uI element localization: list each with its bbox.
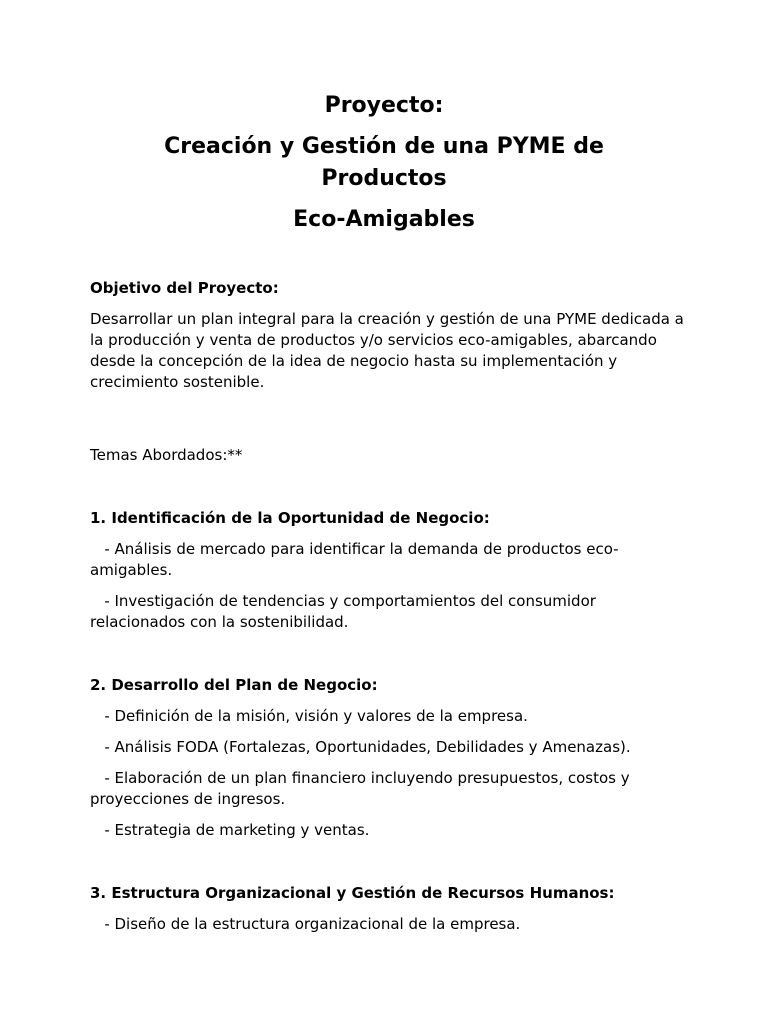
section-heading-2: 2. Desarrollo del Plan de Negocio: [90,676,378,694]
document-body [90,278,684,935]
section-2-item-3: - Elaboración de un plan financiero incluyendo presupuestos, costos y proyecciones de ingresos. [90,769,635,808]
section-2-item-2: - Análisis FODA (Fortalezas, Oportunidades, Debilidades y Amenazas). [90,738,631,756]
section-2-item-1: - Definición de la misión, visión y valores de la empresa. [90,707,528,725]
topics-label: Temas Abordados:** [90,446,243,464]
section-1-item-1: - Análisis de mercado para identificar la demanda de productos eco-amigables. [90,540,619,579]
section-1-item-2: - Investigación de tendencias y comportamientos del consumidor relacionados con la sostenibilidad. [90,592,601,631]
document-title [140,90,628,236]
title-line-1: Proyecto: [324,93,444,118]
section-heading-3: 3. Estructura Organizacional y Gestión de Recursos Humanos: [90,884,615,902]
section-3-item-1: - Diseño de la estructura organizacional de la empresa. [90,915,521,933]
title-line-2: Creación y Gestión de una PYME de Productos [164,134,604,191]
section-2-item-4: - Estrategia de marketing y ventas. [90,821,370,839]
section-heading-1: 1. Identificación de la Oportunidad de Negocio: [90,509,490,527]
objective-heading: Objetivo del Proyecto: [90,279,279,297]
objective-paragraph: Desarrollar un plan integral para la creación y gestión de una PYME dedicada a la producción y venta de productos y/o servicios eco-amigables, abarcando desde la concepción de la idea de negocio hasta su implementación y crecimiento sostenible. [90,310,684,391]
title-line-3: Eco-Amigables [293,207,475,232]
